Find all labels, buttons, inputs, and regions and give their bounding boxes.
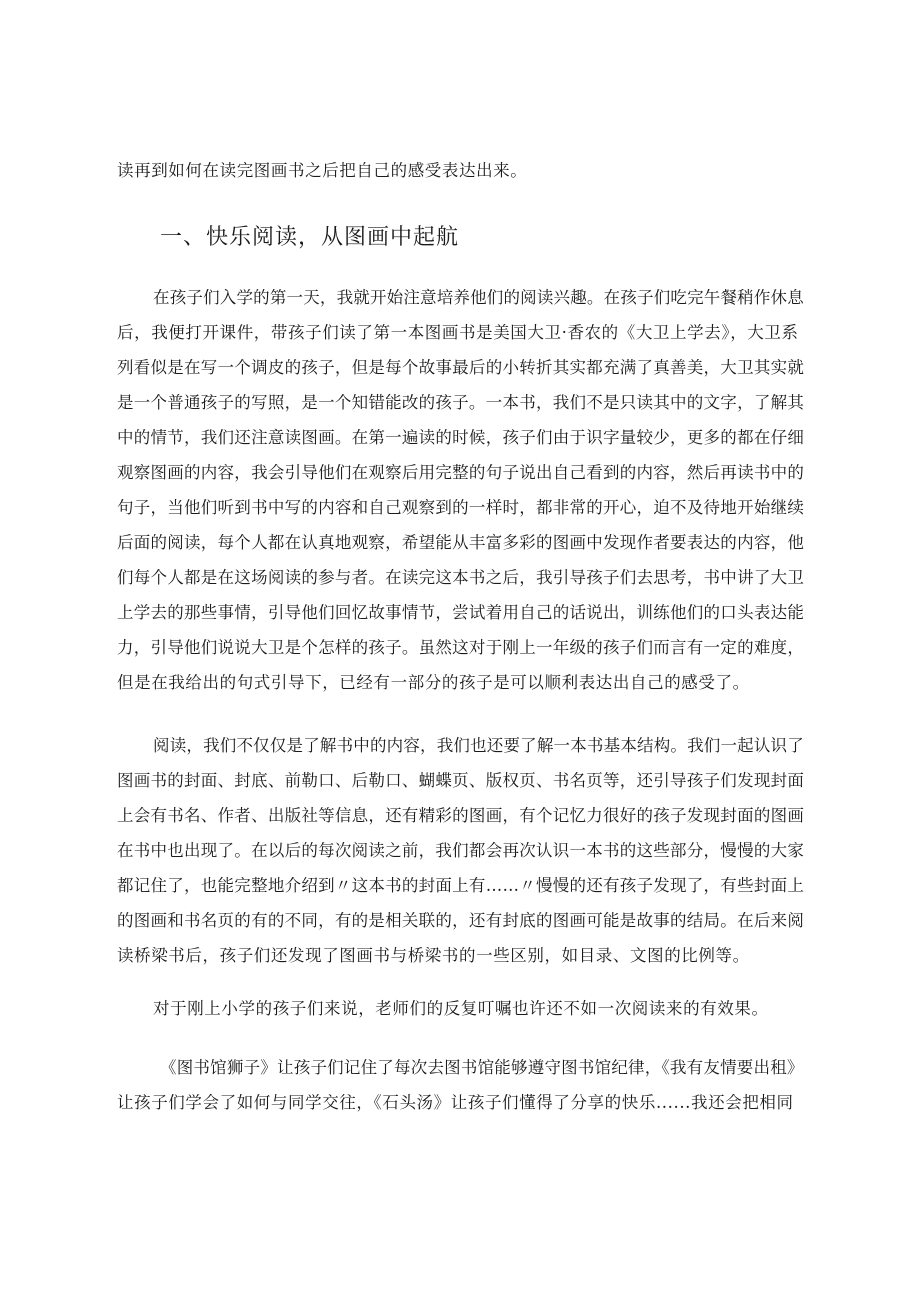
paragraph-line: 上学去的那些事情，引导他们回忆故事情节，尝试着用自己的话说出，训练他们的口头表达能 — [117, 603, 805, 622]
section-heading: 一、快乐阅读，从图画中起航 — [160, 225, 460, 250]
paragraph-line: 对于刚上小学的孩子们来说，老师们的反复叮嘱也许还不如一次阅读来的有效果。 — [153, 999, 769, 1018]
paragraph-line: 阅读，我们不仅仅是了解书中的内容，我们也还要了解一本书基本结构。我们一起认识了 — [153, 736, 804, 755]
paragraph-line: 图画书的封面、封底、前勒口、后勒口、蝴蝶页、版权页、书名页等，还引导孩子们发现封面 — [117, 771, 805, 790]
paragraph-line: 在孩子们入学的第一天，我就开始注意培养他们的阅读兴趣。在孩子们吃完午餐稍作休息 — [153, 288, 804, 307]
paragraph-line: 让孩子们学会了如何与同学交往，《石头汤》让孩子们懂得了分享的快乐......我还会把相同 — [117, 1093, 794, 1112]
paragraph-line: 后，我便打开课件，带孩子们读了第一本图画书是美国大卫·香农的《大卫上学去》，大卫系 — [117, 323, 799, 342]
paragraph-line: 都记住了，也能完整地介绍到〃这本书的封面上有……〃慢慢的还有孩子发现了，有些封面上 — [117, 876, 805, 895]
paragraph-line: 句子，当他们听到书中写的内容和自己观察到的一样时，都非常的开心，迫不及待地开始继续 — [117, 498, 805, 517]
paragraph-line: 列看似是在写一个调皮的孩子，但是每个故事最后的小转折其实都充满了真善美，大卫其实就 — [117, 358, 805, 377]
paragraph-line: 的图画和书名页的有的不同，有的是相关联的，还有封底的图画可能是故事的结局。在后来阅 — [117, 911, 805, 930]
paragraph-line: 后面的阅读，每个人都在认真地观察，希望能从丰富多彩的图画中发现作者要表达的内容，他 — [117, 533, 805, 552]
paragraph-line: 是一个普通孩子的写照，是一个知错能改的孩子。一本书，我们不是只读其中的文字，了解其 — [117, 393, 805, 412]
paragraph-line: 们每个人都是在这场阅读的参与者。在读完这本书之后，我引导孩子们去思考，书中讲了大卫 — [117, 568, 805, 587]
paragraph-line: 但是在我给出的句式引导下，已经有一部分的孩子是可以顺利表达出自己的感受了。 — [117, 673, 750, 692]
paragraph-line: 读桥梁书后，孩子们还发现了图画书与桥梁书的一些区别，如目录、文图的比例等。 — [117, 946, 750, 965]
paragraph-line: 在书中也出现了。在以后的每次阅读之前，我们都会再次认识一本书的这些部分，慢慢的大家 — [117, 841, 805, 860]
paragraph-line: 中的情节，我们还注意读图画。在第一遍读的时候，孩子们由于识字量较少，更多的都在仔细 — [117, 428, 805, 447]
paragraph-line: 力，引导他们说说大卫是个怎样的孩子。虽然这对于刚上一年级的孩子们而言有一定的难度， — [117, 638, 805, 657]
paragraph-line: 观察图画的内容，我会引导他们在观察后用完整的句子说出自己看到的内容，然后再读书中的 — [117, 463, 805, 482]
paragraph-line: 上会有书名、作者、出版社等信息，还有精彩的图画，有个记忆力很好的孩子发现封面的图画 — [117, 806, 805, 825]
intro-line: 读再到如何在读完图画书之后把自己的感受表达出来。 — [117, 161, 528, 180]
paragraph-line: 《图书馆狮子》让孩子们记住了每次去图书馆能够遵守图书馆纪律，《我有友情要出租》 — [160, 1058, 804, 1077]
